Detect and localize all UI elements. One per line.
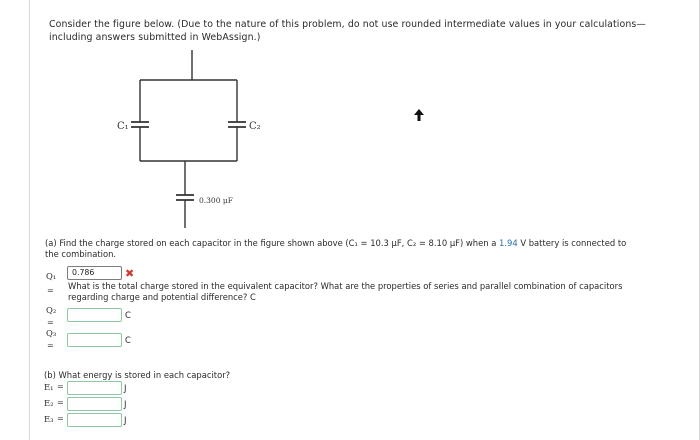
e2-input[interactable] <box>67 397 122 411</box>
q3-input[interactable] <box>67 333 122 347</box>
c2-label: C₂ <box>249 121 261 132</box>
e3-unit: J <box>124 415 127 425</box>
q1-input[interactable]: 0.786 <box>67 266 122 280</box>
q3-equals: = <box>47 341 54 350</box>
part-b-prompt: (b) What energy is stored in each capacitor? <box>44 370 231 380</box>
e2-symbol: E₂ <box>44 398 54 408</box>
e2-equals: = <box>57 398 64 407</box>
q2-symbol: Q₂ <box>46 305 57 315</box>
q2-input[interactable] <box>67 308 122 322</box>
e1-unit: J <box>124 383 127 393</box>
part-a-prompt <box>45 238 635 260</box>
circuit-diagram <box>95 45 295 235</box>
q3-symbol: Q₃ <box>46 328 57 338</box>
e1-symbol: E₁ <box>44 382 54 392</box>
e1-input[interactable] <box>67 381 122 395</box>
q3-unit: C <box>125 335 131 345</box>
q1-equals: = <box>47 286 54 295</box>
q1-symbol: Q₁ <box>46 271 57 281</box>
q1-feedback: What is the total charge stored in the equivalent capacitor? What are the properties of series and parallel combination of capacitors regarding charge and potential difference? C <box>68 281 623 302</box>
q2-unit: C <box>125 310 131 320</box>
q2-equals: = <box>47 318 54 327</box>
battery-voltage: 1.94 <box>499 238 518 248</box>
part-a-prompt-end: V battery is connected to the combination. <box>45 238 627 259</box>
e3-input[interactable] <box>67 413 122 427</box>
e1-equals: = <box>57 382 64 391</box>
part-a-prompt-start: (a) Find the charge stored on each capacitor in the figure shown above (C₁ = 10.3 μF, C₂ = 8.10 μF) when a <box>45 238 500 248</box>
e3-equals: = <box>57 414 64 423</box>
c1-label: C₁ <box>117 121 129 132</box>
incorrect-x-icon: ✖ <box>125 267 135 280</box>
intro-text: Consider the figure below. (Due to the nature of this problem, do not use rounded intermediate values in your calculations—including answers submitted in WebAssign.) <box>49 19 646 43</box>
e3-symbol: E₃ <box>44 414 54 424</box>
mouse-cursor-icon <box>413 108 425 122</box>
c3-label: 0.300 μF <box>199 196 233 205</box>
e2-unit: J <box>124 399 127 409</box>
